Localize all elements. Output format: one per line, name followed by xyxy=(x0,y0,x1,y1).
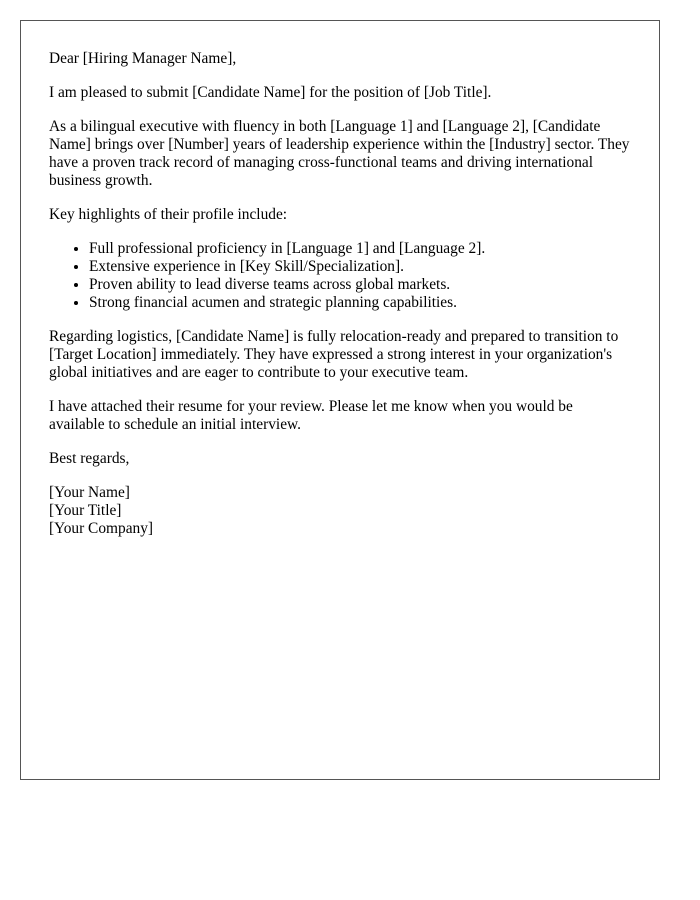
highlight-item: • Proven ability to lead diverse teams across global markets. xyxy=(89,276,631,294)
signature-title: [Your Title] xyxy=(49,502,122,519)
signature-company: [Your Company] xyxy=(49,520,154,537)
resume-paragraph: I have attached their resume for your review. Please let me know when you would be available to schedule an initial interview. xyxy=(49,398,573,433)
signature-block xyxy=(49,484,631,538)
highlight-item: • Strong financial acumen and strategic planning capabilities. xyxy=(89,294,631,312)
signature-name: [Your Name] xyxy=(49,484,130,501)
logistics-paragraph: Regarding logistics, [Candidate Name] is fully relocation-ready and prepared to transition to [Target Location] immediately. They have expressed a strong interest in your organization's global initiatives and are eager to contribute to your executive team. xyxy=(49,328,619,381)
salutation: Dear [Hiring Manager Name], xyxy=(49,50,237,67)
intro-paragraph: I am pleased to submit [Candidate Name] for the position of [Job Title]. xyxy=(49,84,492,101)
highlights-intro: Key highlights of their profile include: xyxy=(49,206,288,223)
letter-document xyxy=(20,20,660,780)
highlight-item: • Extensive experience in [Key Skill/Specialization]. xyxy=(89,258,631,276)
highlights-list xyxy=(49,240,631,312)
sign-off: Best regards, xyxy=(49,450,130,467)
background-paragraph: As a bilingual executive with fluency in both [Language 1] and [Language 2], [Candidate Name] brings over [Number] years of leadership experience within the [Industry] sector. They have a proven track record of managing cross-functional teams and driving international business growth. xyxy=(49,118,630,189)
highlight-item: • Full professional proficiency in [Language 1] and [Language 2]. xyxy=(89,240,631,258)
